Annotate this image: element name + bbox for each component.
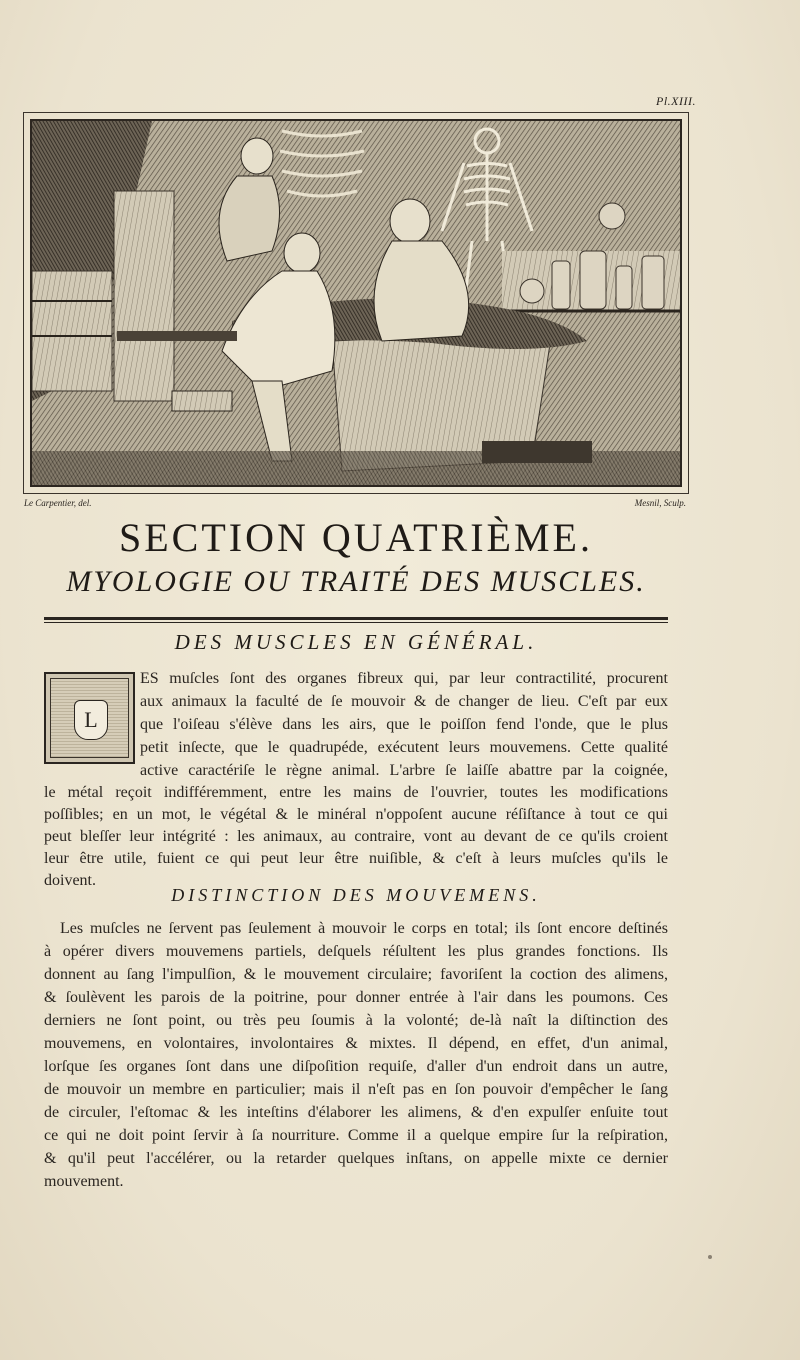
paper-blemish [708,1255,712,1259]
section-subtitle: MYOLOGIE OU TRAITÉ DES MUSCLES. [66,565,646,598]
engraving-plate [30,119,682,487]
text-line: Les muſcles ne ſervent pas ſeulement à mouvoir le corps en total; ils ſont encore deſtinés [60,920,668,937]
text-line: de circuler, l'eſtomac & les inteſtins d'élaborer les alimens, & d'en expulſer enſuite tout [44,1104,668,1121]
text-line: leur être utile, fuient ce qui peut leur être nuiſible, & c'eſt à leurs muſcles qu'ils le [44,850,668,867]
title-rule-thick [44,617,668,620]
draughtsman-credit: Le Carpentier, del. [24,498,92,508]
text-line: peut bleſſer leur intégrité : les animaux, au contraire, vont au devant de ce qu'ils croient [44,828,668,845]
text-line: lorſque ſes organes ſont dans une diſpoſition requiſe, d'aller d'un endroit dans un autre, [44,1058,668,1075]
text-line: petit inſecte, que le quadrupéde, exécutent leurs mouvemens. Cette qualité [140,739,668,756]
text-line: que l'oiſeau s'élève dans les airs, que le poiſſon fend l'onde, que le plus [140,716,668,733]
anatomy-workshop-engraving [32,121,680,485]
text-line: aux animaux la faculté de ſe mouvoir & de changer de lieu. C'eſt par eux [140,693,668,710]
text-line: derniers ne ſont point, ou très peu ſoumis à la volonté; de-là naît la diſtinction des [44,1012,668,1029]
text-line: mouvement. [44,1173,124,1190]
text-line: active caractériſe le règne animal. L'arbre ſe laiſſe abattre par la coignée, [140,762,668,779]
text-line: de mouvoir un membre en particulier; mais il n'eſt pas en ſon pouvoir d'empêcher le ſang [44,1081,668,1098]
text-line: poſſibles; en un mot, le végétal & le minéral n'oppoſent aucune réſiſtance à tout ce qui [44,806,668,823]
heading-muscles-general: DES MUSCLES EN GÉNÉRAL. [174,630,538,654]
text-line: & ſoulèvent les parois de la poitrine, pour donner entrée à l'air dans les poumons. Ces [44,989,668,1006]
text-line: le métal reçoit indifféremment, entre les mains de l'ouvrier, toutes les modifications [44,784,668,801]
text-line: mouvemens, en volontaires, involontaires & mixtes. Il dépend, en effet, d'un animal, [44,1035,668,1052]
heading-distinction-movements: DISTINCTION DES MOUVEMENS. [171,885,541,905]
text-line: ES muſcles ſont des organes fibreux qui, par leur contractilité, procurent [140,670,668,687]
text-line: ce qui ne doit point ſervir à ſa nourriture. Comme il a quelque empire ſur la reſpiration, [44,1127,668,1144]
engraver-credit: Mesnil, Sculp. [634,498,686,508]
text-line: doivent. [44,872,96,889]
section-title: SECTION QUATRIÈME. [119,515,593,560]
text-line: donnent au ſang l'impulſion, & le mouvement circulaire; favoriſent la coction des alimens, [44,966,668,983]
ornamental-initial [44,672,135,764]
initial-letter: L [74,700,108,740]
plate-number: Pl.XIII. [656,94,696,108]
text-line: à opérer divers mouvemens partiels, deſquels réſultent les plus grandes fonctions. Ils [44,943,668,960]
title-rule-thin [44,622,668,623]
text-line: & qu'il peut l'accélérer, ou la retarder quelques inſtans, on appelle mixte ce dernier [44,1150,668,1167]
